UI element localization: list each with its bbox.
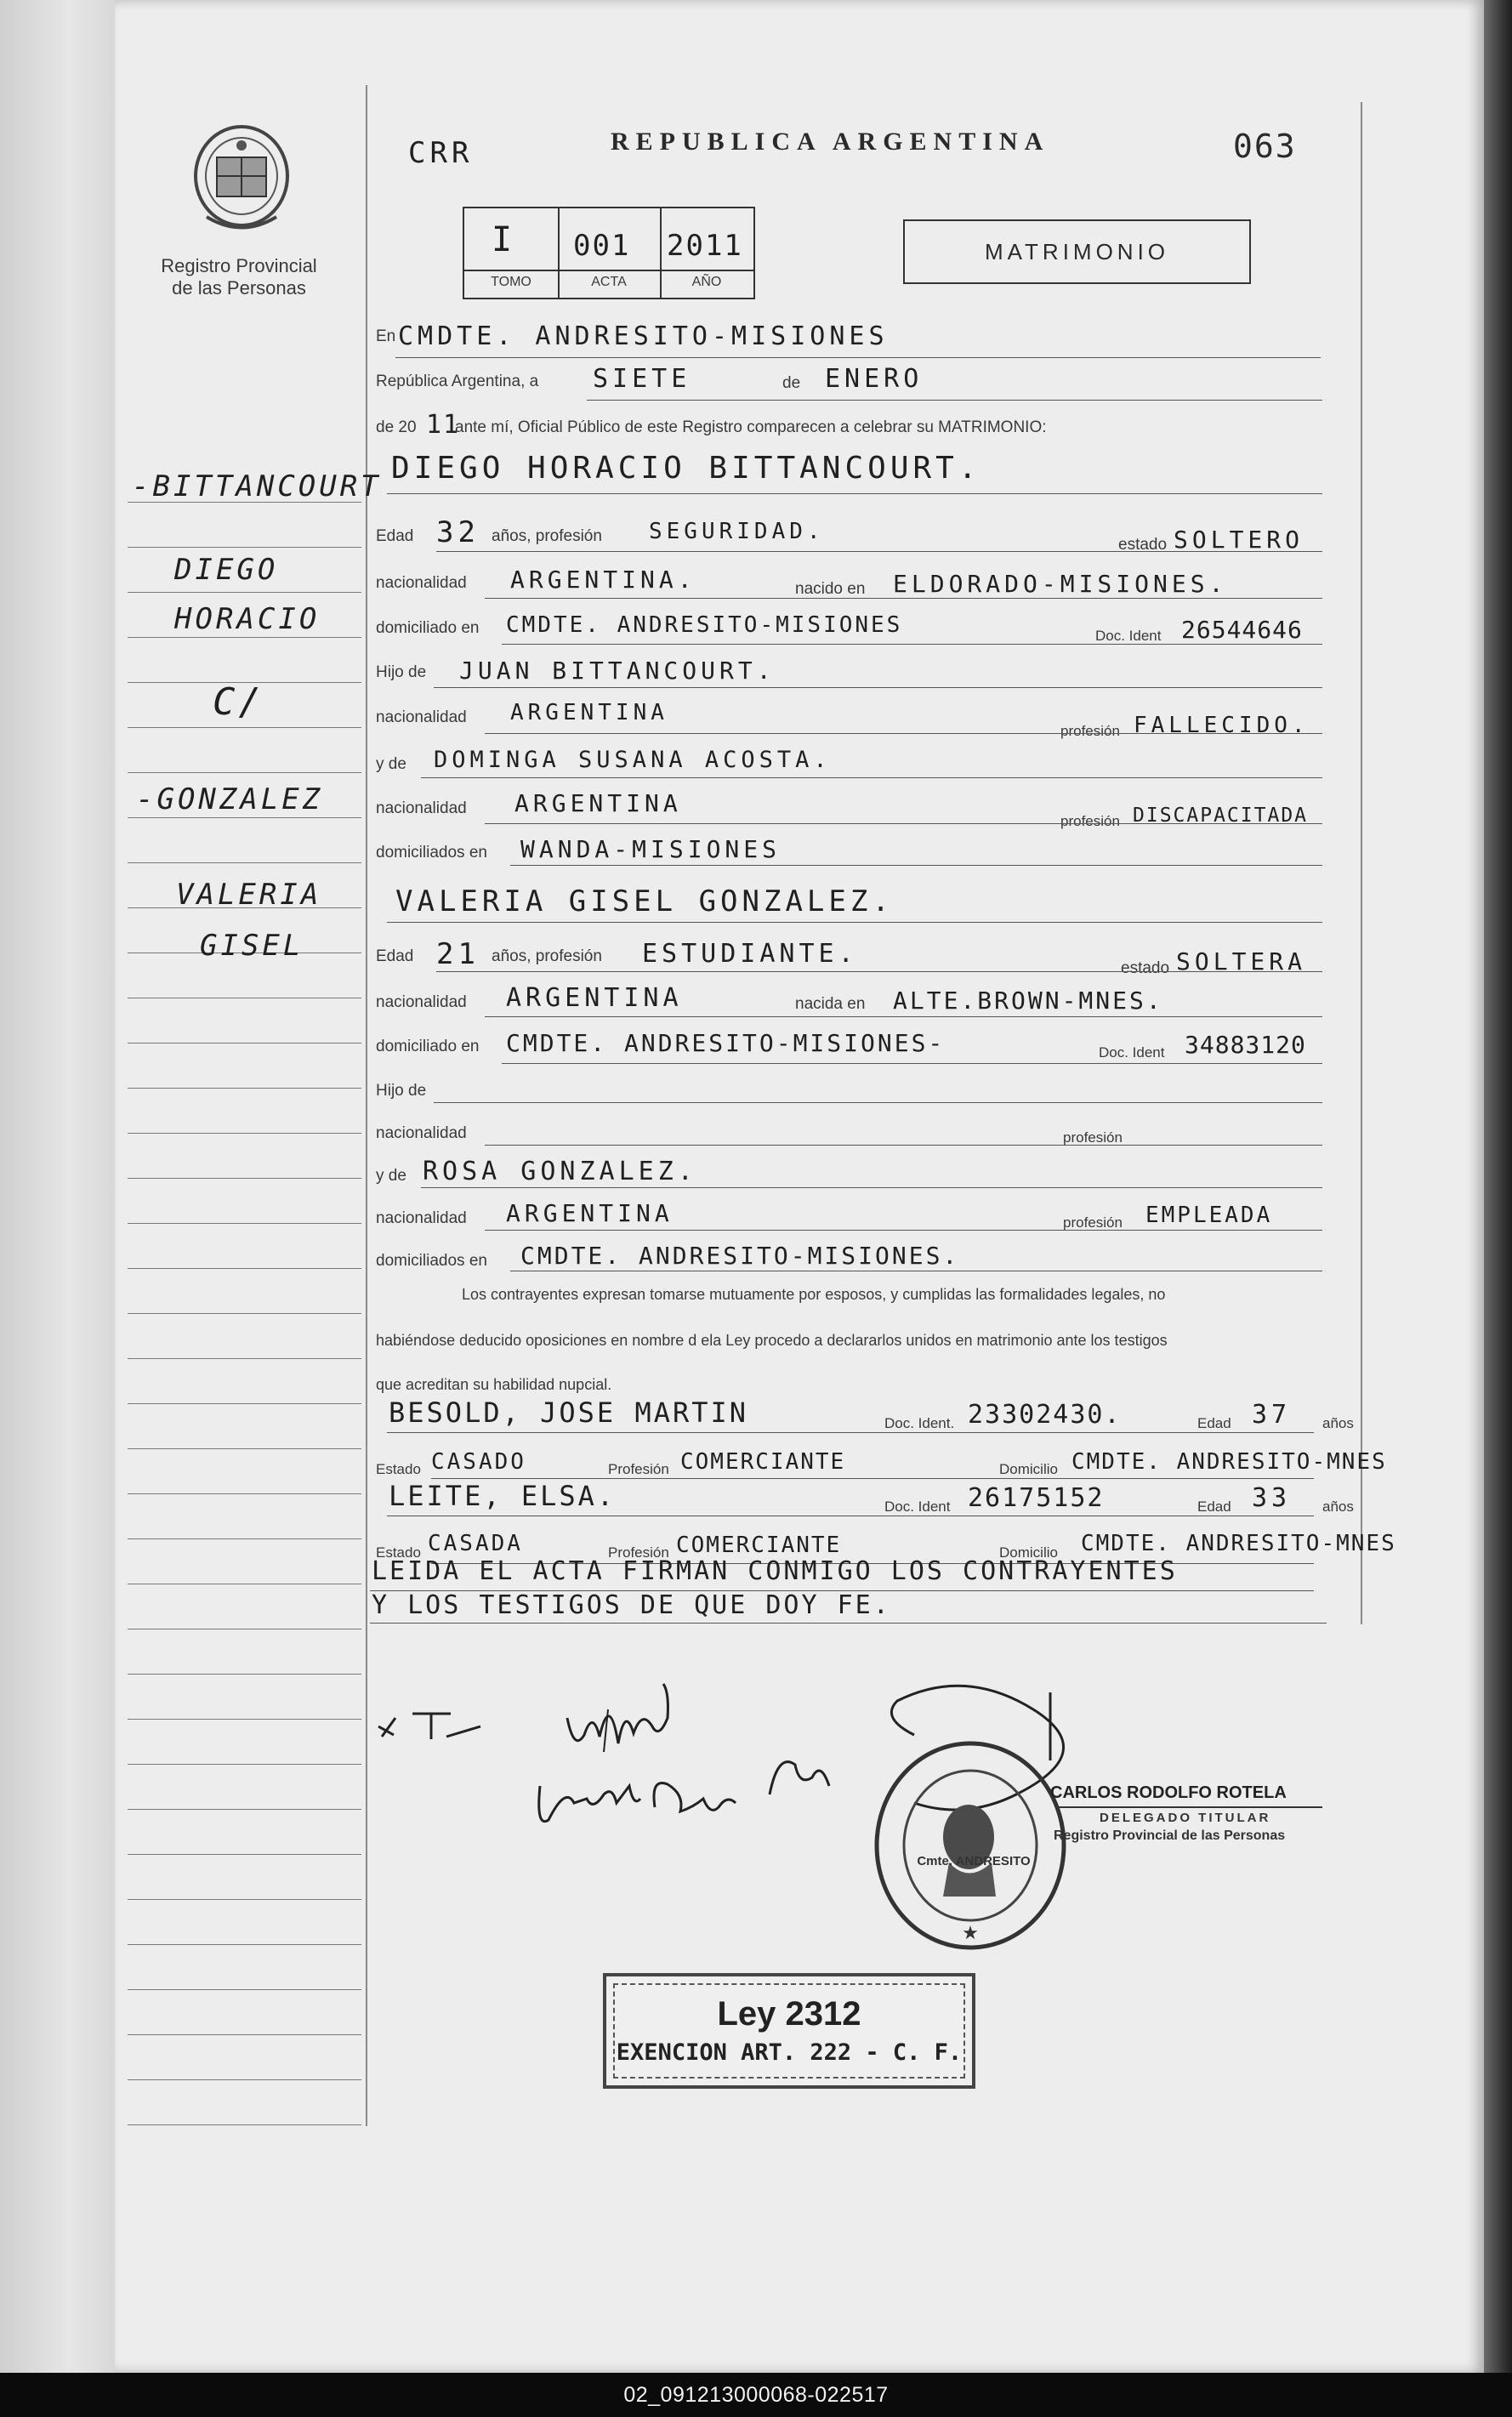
bride-birthplace: ALTE.BROWN-MNES. <box>893 987 1163 1015</box>
margin-rule <box>128 1448 361 1449</box>
country-heading: REPUBLICA ARGENTINA <box>611 128 1050 156</box>
groom-doc-label: Doc. Ident <box>1095 628 1162 644</box>
groom-nacido-label: nacido en <box>795 580 866 598</box>
facing-page-edge <box>0 0 115 2417</box>
groom-hijo-label: Hijo de <box>376 663 427 681</box>
witness-2-edad-label: Edad <box>1197 1499 1231 1515</box>
celebration-month: ENERO <box>825 364 924 394</box>
groom-mother: DOMINGA SUSANA ACOSTA. <box>434 747 832 773</box>
anio-label: AÑO <box>691 275 722 289</box>
statement-line-3: que acreditan su habilidad nupcial. <box>376 1376 612 1393</box>
bride-profession: ESTUDIANTE. <box>642 939 858 969</box>
witness-2-estado-label: Estado <box>376 1544 421 1561</box>
margin-rule <box>128 1854 361 1855</box>
margin-rule <box>128 547 361 548</box>
witness-2-prof-label: Profesión <box>608 1544 669 1561</box>
bride-estado-label: estado <box>1121 959 1170 977</box>
groom-yde-label: y de <box>376 755 406 773</box>
groom-father-prof-label: profesión <box>1060 723 1120 739</box>
margin-code: CRR <box>408 136 474 170</box>
bride-parents-dom-label: domiciliados en <box>376 1252 487 1270</box>
bride-nationality: ARGENTINA <box>506 983 683 1013</box>
svg-text:★: ★ <box>962 1923 979 1944</box>
groom-father-nac-label: nacionalidad <box>376 708 467 726</box>
groom-mother-nac-label: nacionalidad <box>376 799 467 817</box>
official-round-seal-icon <box>868 1735 1072 1969</box>
book-right-edge <box>1484 0 1512 2417</box>
witness-1-age: 37 <box>1252 1400 1292 1430</box>
official-organization: Registro Provincial de las Personas <box>1054 1828 1286 1843</box>
bride-mother-profession: EMPLEADA <box>1145 1203 1273 1228</box>
groom-age: 32 <box>436 515 480 549</box>
scan-footer <box>0 2373 1512 2417</box>
margin-rule <box>128 637 361 638</box>
registry-name-line2: de las Personas <box>172 277 306 299</box>
groom-parents-address: WANDA-MISIONES <box>520 835 782 863</box>
anio-value: 2011 <box>667 229 743 263</box>
witness-2-name: LEITE, ELSA. <box>389 1480 617 1512</box>
stamp-line-2: EXENCION ART. 222 - C. F. <box>616 2039 963 2066</box>
celebration-day: SIETE <box>593 364 691 394</box>
witness-1-anos: años <box>1322 1415 1354 1431</box>
margin-rule <box>128 727 361 728</box>
groom-civil-status: SOLTERO <box>1174 526 1305 554</box>
groom-parents-dom-label: domiciliados en <box>376 844 487 862</box>
witness-1-document: 23302430. <box>968 1400 1122 1430</box>
bride-mother-prof-label: profesión <box>1063 1214 1123 1231</box>
margin-column-border <box>366 85 367 2126</box>
bride-edad-label: Edad <box>376 947 414 965</box>
register-page <box>115 0 1484 2373</box>
celebration-place: CMDTE. ANDRESITO-MISIONES <box>398 321 889 351</box>
groom-edad-label: Edad <box>376 527 414 545</box>
witness-1-address: CMDTE. ANDRESITO-MNES <box>1071 1449 1387 1475</box>
margin-rule <box>128 1043 361 1044</box>
bride-age: 21 <box>436 937 480 971</box>
margin-given-groom-2: HORACIO <box>174 602 321 636</box>
bride-nacida-label: nacida en <box>795 995 866 1013</box>
groom-profession: SEGURIDAD. <box>649 519 825 544</box>
registry-name-line1: Registro Provincial <box>161 255 317 276</box>
groom-mother-nationality: ARGENTINA <box>514 789 682 817</box>
tax-exemption-stamp <box>603 1973 975 2089</box>
bride-nac-label: nacionalidad <box>376 993 467 1011</box>
margin-rule <box>128 1133 361 1134</box>
margin-rule <box>128 2079 361 2080</box>
closing-line-1: LEIDA EL ACTA FIRMAN CONMIGO LOS CONTRAYENTES <box>372 1556 1178 1586</box>
right-column-border <box>1361 102 1362 1624</box>
year-suffix: 11 <box>426 410 461 440</box>
witness-1-doc-label: Doc. Ident. <box>884 1415 955 1431</box>
margin-given-bride-1: VALERIA <box>176 878 322 912</box>
registry-name <box>154 255 324 299</box>
margin-rule <box>128 1268 361 1269</box>
margin-rule <box>128 1538 361 1539</box>
bride-father-prof-label: profesión <box>1063 1129 1123 1146</box>
margin-rule <box>128 2124 361 2125</box>
margin-rule <box>128 1223 361 1224</box>
margin-rule <box>128 1944 361 1945</box>
margin-surname-bride: -GONZALEZ <box>136 782 324 816</box>
document-type: MATRIMONIO <box>984 238 1170 264</box>
groom-mother-profession: DISCAPACITADA <box>1133 805 1309 827</box>
bride-mother-nationality: ARGENTINA <box>506 1199 674 1227</box>
groom-anos-prof-label: años, profesión <box>492 527 602 545</box>
witness-2-anos: años <box>1322 1499 1354 1515</box>
tomo-label: TOMO <box>491 275 531 289</box>
witness-2-age: 33 <box>1252 1483 1292 1513</box>
bride-mother: ROSA GONZALEZ. <box>423 1157 697 1186</box>
margin-rule <box>128 1764 361 1765</box>
seal-center-text: Cmte. ANDRESITO <box>917 1854 1031 1868</box>
witness-1-civil-status: CASADO <box>431 1449 526 1475</box>
year-prefix: de 20 <box>376 418 417 436</box>
bride-yde-label: y de <box>376 1167 406 1185</box>
witness-2-document: 26175152 <box>968 1483 1105 1513</box>
margin-given-groom-1: DIEGO <box>174 553 279 587</box>
margin-rule <box>128 1899 361 1900</box>
bride-doc-label: Doc. Ident <box>1099 1044 1165 1061</box>
witness-1-profession: COMERCIANTE <box>680 1449 846 1475</box>
provincial-shield-icon <box>190 123 293 247</box>
groom-birthplace: ELDORADO-MISIONES. <box>893 570 1228 598</box>
bride-mother-nac-label: nacionalidad <box>376 1209 467 1227</box>
groom-mother-prof-label: profesión <box>1060 813 1120 829</box>
witness-1-estado-label: Estado <box>376 1461 421 1477</box>
scan-id: 02_091213000068-022517 <box>623 2383 889 2407</box>
bride-document: 34883120 <box>1185 1031 1306 1059</box>
margin-rule <box>128 1403 361 1404</box>
republic-label: República Argentina, a <box>376 373 539 390</box>
groom-father-nationality: ARGENTINA <box>510 700 668 725</box>
witness-2-address: CMDTE. ANDRESITO-MNES <box>1081 1531 1396 1556</box>
intro-text: ante mí, Oficial Público de este Registro comparecen a celebrar su MATRIMONIO: <box>455 418 1047 436</box>
tomo-value: I <box>492 220 517 259</box>
witness-2-civil-status: CASADA <box>428 1531 523 1556</box>
groom-nac-label: nacionalidad <box>376 574 467 592</box>
closing-line-2: Y LOS TESTIGOS DE QUE DOY FE. <box>372 1590 891 1620</box>
en-label: En <box>376 327 396 345</box>
witness-1-dom-label: Domicilio <box>999 1461 1058 1477</box>
witness-2-dom-label: Domicilio <box>999 1544 1058 1561</box>
margin-rule <box>128 1178 361 1179</box>
record-number-box <box>463 207 755 299</box>
margin-rule <box>128 2034 361 2035</box>
margin-rule <box>128 1809 361 1810</box>
acta-label: ACTA <box>591 275 627 289</box>
margin-rule <box>128 1088 361 1089</box>
groom-name: DIEGO HORACIO BITTANCOURT. <box>391 451 981 486</box>
groom-father: JUAN BITTANCOURT. <box>459 657 776 685</box>
page-number: 063 <box>1233 128 1297 165</box>
statement-line-2: habiéndose deducido oposiciones en nombre d ela Ley procedo a declararlos unidos en matrimonio ante los testigos <box>376 1332 1168 1349</box>
margin-surname-groom: -BITTANCOURT <box>132 469 382 503</box>
official-title: DELEGADO TITULAR <box>1100 1811 1271 1825</box>
witness-1-edad-label: Edad <box>1197 1415 1231 1431</box>
groom-address: CMDTE. ANDRESITO-MISIONES <box>506 612 903 638</box>
bride-father-nac-label: nacionalidad <box>376 1124 467 1142</box>
acta-value: 001 <box>573 229 631 263</box>
de-label: de <box>782 374 801 392</box>
groom-nationality: ARGENTINA. <box>510 566 696 594</box>
margin-rule <box>128 1719 361 1720</box>
bride-name: VALERIA GISEL GONZALEZ. <box>395 884 894 918</box>
bride-parents-address: CMDTE. ANDRESITO-MISIONES. <box>520 1242 960 1270</box>
groom-document: 26544646 <box>1181 616 1303 644</box>
groom-estado-label: estado <box>1118 536 1168 554</box>
margin-contra: C/ <box>213 680 264 724</box>
bride-dom-label: domiciliado en <box>376 1038 480 1055</box>
bride-civil-status: SOLTERA <box>1176 947 1307 975</box>
witness-2-profession: COMERCIANTE <box>676 1533 842 1558</box>
witness-1-name: BESOLD, JOSE MARTIN <box>389 1396 749 1429</box>
margin-rule <box>128 1989 361 1990</box>
margin-rule <box>128 1313 361 1314</box>
document-type-box <box>903 219 1251 284</box>
witness-1-prof-label: Profesión <box>608 1461 669 1477</box>
bride-anos-prof-label: años, profesión <box>492 947 602 965</box>
official-name: CARLOS RODOLFO ROTELA <box>1050 1783 1287 1802</box>
margin-given-bride-2: GISEL <box>200 929 304 963</box>
statement-line-1: Los contrayentes expresan tomarse mutuamente por esposos, y cumplidas las formalidades legales, no <box>462 1286 1166 1303</box>
margin-rule <box>128 1358 361 1359</box>
stamp-line-1: Ley 2312 <box>717 1995 861 2033</box>
margin-rule <box>128 1493 361 1494</box>
bride-address: CMDTE. ANDRESITO-MISIONES- <box>506 1029 946 1057</box>
bride-hijo-label: Hijo de <box>376 1082 427 1100</box>
margin-rule <box>128 862 361 863</box>
witness-2-doc-label: Doc. Ident <box>884 1499 951 1515</box>
groom-father-profession: FALLECIDO. <box>1134 713 1310 738</box>
margin-rule <box>128 772 361 773</box>
groom-dom-label: domiciliado en <box>376 619 480 637</box>
margin-rule <box>128 592 361 593</box>
margin-rule <box>128 817 361 818</box>
margin-rule <box>128 1674 361 1675</box>
